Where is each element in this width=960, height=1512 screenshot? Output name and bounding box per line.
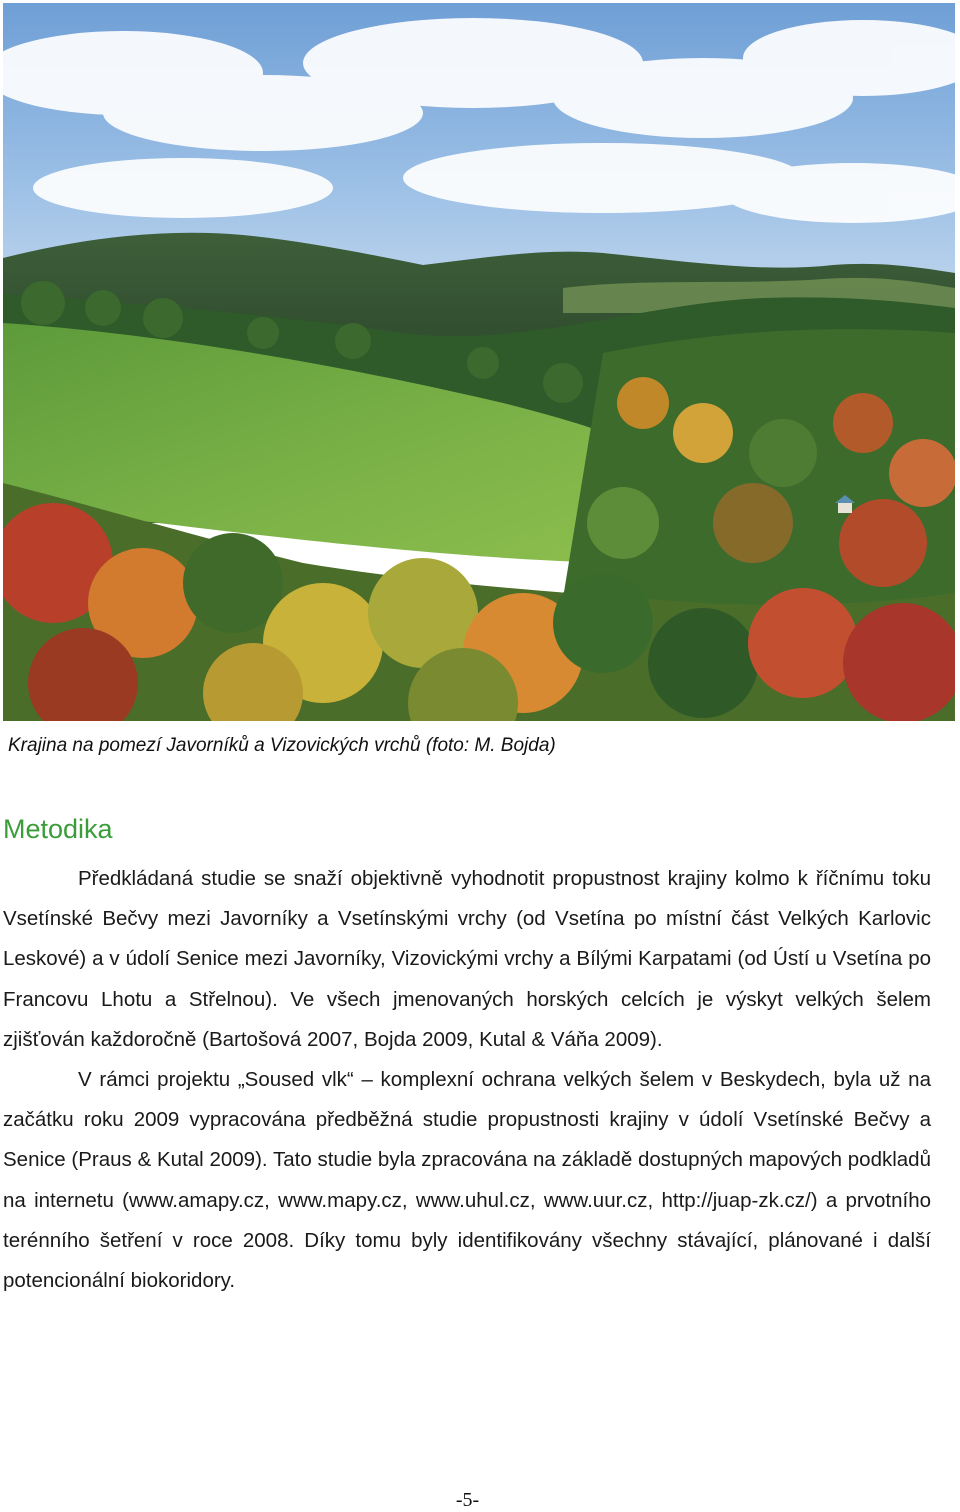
photo-caption: Krajina na pomezí Javorníků a Vizovických vrchů (foto: M. Bojda) (8, 735, 556, 756)
paragraph: V rámci projektu „Soused vlk“ – komplexní ochrana velkých šelem v Beskydech, byla už na začátku roku 2009 vypracována předběžná studie propustnosti krajiny v údolí Vsetínské Bečvy a Senice (Praus & Kutal 2009). Tato studie byla zpracována na základě dostupných mapových podkladů na internetu (www.amapy.cz, www.mapy.cz, www.uhul.cz, www.uur.cz, http://juap-zk.cz/) a prvotního terénního šetření v roce 2008. Díky tomu byly identifikovány všechny stávající, plánované i další potencionální biokoridory. (3, 1068, 931, 1293)
section-heading: Metodika (3, 814, 113, 844)
landscape-photo-illustration (3, 3, 955, 721)
landscape-photo (3, 3, 955, 721)
page-number: -5- (455, 1489, 480, 1511)
section-body (3, 859, 931, 1301)
paragraph: Předkládaná studie se snaží objektivně vyhodnotit propustnost krajiny kolmo k říčnímu toku Vsetínské Bečvy mezi Javorníky a Vsetínskými vrchy (od Vsetína po místní část Velkých Karlovic Leskové) a v údolí Senice mezi Javorníky, Vizovickými vrchy a Bílými Karpatami (od Ústí u Vsetína po Francovu Lhotu a Střelnou). Ve všech jmenovaných horských celcích je výskyt velkých šelem zjišťován každoročně (Bartošová 2007, Bojda 2009, Kutal & Váňa 2009). (3, 867, 931, 1051)
